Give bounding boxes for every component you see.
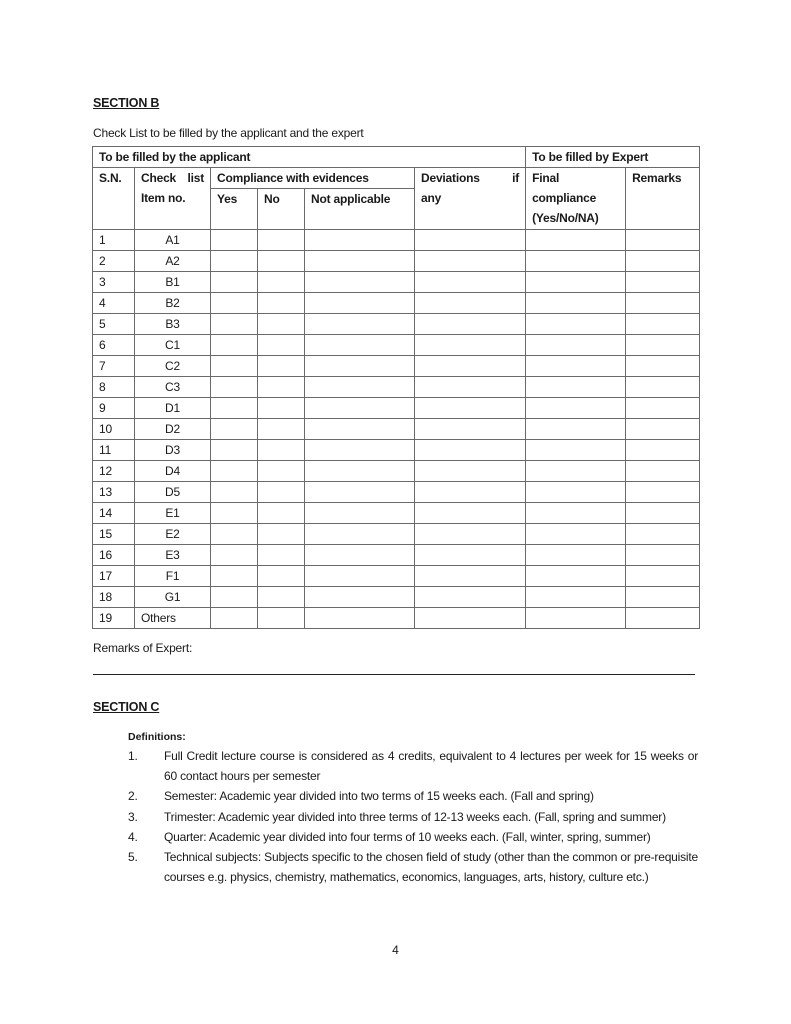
definitions-list xyxy=(128,746,698,887)
header-checklist-item: Check list Item no. xyxy=(135,168,211,230)
deviations-cell[interactable] xyxy=(415,398,526,419)
no-cell[interactable] xyxy=(258,503,305,524)
sn-cell: 6 xyxy=(93,335,135,356)
definition-text: Full Credit lecture course is considered as 4 credits, equivalent to 4 lectures per week for 15 weeks or 60 contact hours per semester xyxy=(164,749,698,784)
final-compliance-cell[interactable] xyxy=(526,461,626,482)
table-row xyxy=(93,335,700,356)
final-compliance-cell[interactable] xyxy=(526,377,626,398)
yes-cell[interactable] xyxy=(211,398,258,419)
sn-cell: 2 xyxy=(93,251,135,272)
no-cell[interactable] xyxy=(258,293,305,314)
remarks-of-expert-line[interactable] xyxy=(93,674,695,675)
deviations-cell[interactable] xyxy=(415,440,526,461)
sn-cell: 13 xyxy=(93,482,135,503)
yes-cell[interactable] xyxy=(211,251,258,272)
deviations-cell[interactable] xyxy=(415,503,526,524)
item-cell: C3 xyxy=(135,377,211,398)
table-row xyxy=(93,503,700,524)
deviations-cell[interactable] xyxy=(415,524,526,545)
final-compliance-cell[interactable] xyxy=(526,272,626,293)
yes-cell[interactable] xyxy=(211,440,258,461)
deviations-cell[interactable] xyxy=(415,377,526,398)
no-cell[interactable] xyxy=(258,566,305,587)
final-compliance-cell[interactable] xyxy=(526,503,626,524)
yes-cell[interactable] xyxy=(211,545,258,566)
deviations-cell[interactable] xyxy=(415,272,526,293)
deviations-cell[interactable] xyxy=(415,314,526,335)
deviations-cell[interactable] xyxy=(415,293,526,314)
deviations-cell[interactable] xyxy=(415,566,526,587)
definition-item xyxy=(128,827,698,847)
header-expert-group: To be filled by Expert xyxy=(526,147,700,168)
na-cell[interactable] xyxy=(305,314,415,335)
table-row xyxy=(93,524,700,545)
header-compliance: Compliance with evidences xyxy=(211,168,415,189)
section-c-title: SECTION C xyxy=(93,700,160,714)
final-compliance-cell[interactable] xyxy=(526,545,626,566)
final-compliance-cell[interactable] xyxy=(526,440,626,461)
no-cell[interactable] xyxy=(258,398,305,419)
remarks-cell[interactable] xyxy=(626,272,700,293)
definitions-label: Definitions: xyxy=(128,731,186,743)
final-compliance-cell[interactable] xyxy=(526,356,626,377)
deviations-cell[interactable] xyxy=(415,335,526,356)
header-applicant-group: To be filled by the applicant xyxy=(93,147,526,168)
item-cell: B2 xyxy=(135,293,211,314)
yes-cell[interactable] xyxy=(211,566,258,587)
yes-cell[interactable] xyxy=(211,335,258,356)
sn-cell: 11 xyxy=(93,440,135,461)
sn-cell: 14 xyxy=(93,503,135,524)
table-row xyxy=(93,293,700,314)
remarks-cell[interactable] xyxy=(626,503,700,524)
deviations-cell[interactable] xyxy=(415,482,526,503)
table-row xyxy=(93,272,700,293)
no-cell[interactable] xyxy=(258,230,305,251)
no-cell[interactable] xyxy=(258,524,305,545)
deviations-cell[interactable] xyxy=(415,545,526,566)
item-cell: B1 xyxy=(135,272,211,293)
deviations-cell[interactable] xyxy=(415,251,526,272)
remarks-cell[interactable] xyxy=(626,461,700,482)
sn-cell: 17 xyxy=(93,566,135,587)
no-cell[interactable] xyxy=(258,482,305,503)
yes-cell[interactable] xyxy=(211,314,258,335)
sn-cell: 15 xyxy=(93,524,135,545)
no-cell[interactable] xyxy=(258,440,305,461)
table-row xyxy=(93,587,700,608)
checklist-caption: Check List to be filled by the applicant and the expert xyxy=(93,126,364,140)
definition-number: 3. xyxy=(128,809,138,824)
yes-cell[interactable] xyxy=(211,461,258,482)
section-b-title: SECTION B xyxy=(93,96,160,110)
yes-cell[interactable] xyxy=(211,377,258,398)
table-row xyxy=(93,461,700,482)
na-cell[interactable] xyxy=(305,356,415,377)
deviations-cell[interactable] xyxy=(415,461,526,482)
remarks-cell[interactable] xyxy=(626,524,700,545)
definition-number: 1. xyxy=(128,749,138,763)
table-row xyxy=(93,419,700,440)
no-cell[interactable] xyxy=(258,608,305,629)
no-cell[interactable] xyxy=(258,461,305,482)
remarks-cell[interactable] xyxy=(626,545,700,566)
definition-number: 2. xyxy=(128,789,138,804)
table-row xyxy=(93,566,700,587)
yes-cell[interactable] xyxy=(211,419,258,440)
na-cell[interactable] xyxy=(305,272,415,293)
header-not-applicable: Not applicable xyxy=(305,189,415,230)
table-row xyxy=(93,251,700,272)
yes-cell[interactable] xyxy=(211,482,258,503)
header-deviations: Deviations if any xyxy=(415,168,526,230)
table-row xyxy=(93,356,700,377)
na-cell[interactable] xyxy=(305,587,415,608)
remarks-of-expert-label: Remarks of Expert: xyxy=(93,641,193,655)
final-compliance-cell[interactable] xyxy=(526,587,626,608)
final-compliance-cell[interactable] xyxy=(526,230,626,251)
table-row xyxy=(93,377,700,398)
header-sn: S.N. xyxy=(93,168,135,230)
final-compliance-cell[interactable] xyxy=(526,335,626,356)
definition-item xyxy=(128,786,698,806)
table-row xyxy=(93,230,700,251)
sn-cell: 19 xyxy=(93,608,135,629)
remarks-cell[interactable] xyxy=(626,587,700,608)
definition-number: 4. xyxy=(128,829,138,844)
item-cell: F1 xyxy=(135,566,211,587)
final-compliance-cell[interactable] xyxy=(526,251,626,272)
sn-cell: 7 xyxy=(93,356,135,377)
deviations-cell[interactable] xyxy=(415,587,526,608)
remarks-cell[interactable] xyxy=(626,356,700,377)
no-cell[interactable] xyxy=(258,587,305,608)
item-cell: D5 xyxy=(135,482,211,503)
na-cell[interactable] xyxy=(305,419,415,440)
definition-text: Trimester: Academic year divided into three terms of 12-13 weeks each. (Fall, spring and summer) xyxy=(164,809,666,824)
no-cell[interactable] xyxy=(258,272,305,293)
item-cell: D4 xyxy=(135,461,211,482)
final-compliance-cell[interactable] xyxy=(526,524,626,545)
sn-cell: 18 xyxy=(93,587,135,608)
yes-cell[interactable] xyxy=(211,272,258,293)
table-row xyxy=(93,482,700,503)
remarks-cell[interactable] xyxy=(626,482,700,503)
final-compliance-cell[interactable] xyxy=(526,566,626,587)
na-cell[interactable] xyxy=(305,377,415,398)
header-final-compliance: Final compliance (Yes/No/NA) xyxy=(526,168,626,230)
item-cell: Others xyxy=(135,608,211,629)
table-row xyxy=(93,314,700,335)
header-yes: Yes xyxy=(211,189,258,230)
final-compliance-cell[interactable] xyxy=(526,398,626,419)
no-cell[interactable] xyxy=(258,251,305,272)
yes-cell[interactable] xyxy=(211,230,258,251)
sn-cell: 4 xyxy=(93,293,135,314)
sn-cell: 9 xyxy=(93,398,135,419)
item-cell: D2 xyxy=(135,419,211,440)
na-cell[interactable] xyxy=(305,440,415,461)
remarks-cell[interactable] xyxy=(626,440,700,461)
no-cell[interactable] xyxy=(258,419,305,440)
no-cell[interactable] xyxy=(258,545,305,566)
final-compliance-cell[interactable] xyxy=(526,482,626,503)
table-row xyxy=(93,608,700,629)
header-remarks: Remarks xyxy=(626,168,700,230)
item-cell: E1 xyxy=(135,503,211,524)
deviations-cell[interactable] xyxy=(415,356,526,377)
definition-text: Semester: Academic year divided into two terms of 15 weeks each. (Fall and spring) xyxy=(164,789,594,804)
definition-text: Quarter: Academic year divided into four terms of 10 weeks each. (Fall, winter, spring, summer) xyxy=(164,829,651,844)
item-cell: E3 xyxy=(135,545,211,566)
yes-cell[interactable] xyxy=(211,356,258,377)
final-compliance-cell[interactable] xyxy=(526,419,626,440)
final-compliance-cell[interactable] xyxy=(526,293,626,314)
na-cell[interactable] xyxy=(305,608,415,629)
yes-cell[interactable] xyxy=(211,524,258,545)
remarks-cell[interactable] xyxy=(626,608,700,629)
item-cell: B3 xyxy=(135,314,211,335)
remarks-cell[interactable] xyxy=(626,230,700,251)
na-cell[interactable] xyxy=(305,398,415,419)
no-cell[interactable] xyxy=(258,377,305,398)
remarks-cell[interactable] xyxy=(626,377,700,398)
na-cell[interactable] xyxy=(305,482,415,503)
definition-number: 5. xyxy=(128,850,138,865)
sn-cell: 12 xyxy=(93,461,135,482)
na-cell[interactable] xyxy=(305,461,415,482)
na-cell[interactable] xyxy=(305,335,415,356)
header-no: No xyxy=(258,189,305,230)
sn-cell: 5 xyxy=(93,314,135,335)
definition-item xyxy=(128,807,698,827)
definition-item xyxy=(128,746,698,786)
item-cell: E2 xyxy=(135,524,211,545)
remarks-cell[interactable] xyxy=(626,398,700,419)
table-row xyxy=(93,398,700,419)
item-cell: A2 xyxy=(135,251,211,272)
remarks-cell[interactable] xyxy=(626,314,700,335)
table-row xyxy=(93,440,700,461)
definition-text: Technical subjects: Subjects specific to the chosen field of study (other than the common or pre-requisite courses e.g. physics, chemistry, mathematics, economics, languages, arts, history, culture etc.) xyxy=(164,850,698,885)
na-cell[interactable] xyxy=(305,545,415,566)
sn-cell: 16 xyxy=(93,545,135,566)
yes-cell[interactable] xyxy=(211,293,258,314)
yes-cell[interactable] xyxy=(211,503,258,524)
item-cell: D1 xyxy=(135,398,211,419)
remarks-cell[interactable] xyxy=(626,419,700,440)
item-cell: C2 xyxy=(135,356,211,377)
remarks-cell[interactable] xyxy=(626,251,700,272)
final-compliance-cell[interactable] xyxy=(526,608,626,629)
no-cell[interactable] xyxy=(258,335,305,356)
checklist-table xyxy=(92,146,700,629)
deviations-cell[interactable] xyxy=(415,419,526,440)
sn-cell: 1 xyxy=(93,230,135,251)
na-cell[interactable] xyxy=(305,524,415,545)
na-cell[interactable] xyxy=(305,503,415,524)
item-cell: G1 xyxy=(135,587,211,608)
page-number: 4 xyxy=(392,943,399,957)
na-cell[interactable] xyxy=(305,566,415,587)
deviations-cell[interactable] xyxy=(415,608,526,629)
no-cell[interactable] xyxy=(258,356,305,377)
deviations-cell[interactable] xyxy=(415,230,526,251)
item-cell: C1 xyxy=(135,335,211,356)
item-cell: A1 xyxy=(135,230,211,251)
sn-cell: 3 xyxy=(93,272,135,293)
sn-cell: 10 xyxy=(93,419,135,440)
definition-item xyxy=(128,847,698,887)
final-compliance-cell[interactable] xyxy=(526,314,626,335)
remarks-cell[interactable] xyxy=(626,293,700,314)
na-cell[interactable] xyxy=(305,293,415,314)
yes-cell[interactable] xyxy=(211,587,258,608)
item-cell: D3 xyxy=(135,440,211,461)
sn-cell: 8 xyxy=(93,377,135,398)
na-cell[interactable] xyxy=(305,230,415,251)
table-row xyxy=(93,545,700,566)
remarks-cell[interactable] xyxy=(626,566,700,587)
no-cell[interactable] xyxy=(258,314,305,335)
na-cell[interactable] xyxy=(305,251,415,272)
yes-cell[interactable] xyxy=(211,608,258,629)
remarks-cell[interactable] xyxy=(626,335,700,356)
